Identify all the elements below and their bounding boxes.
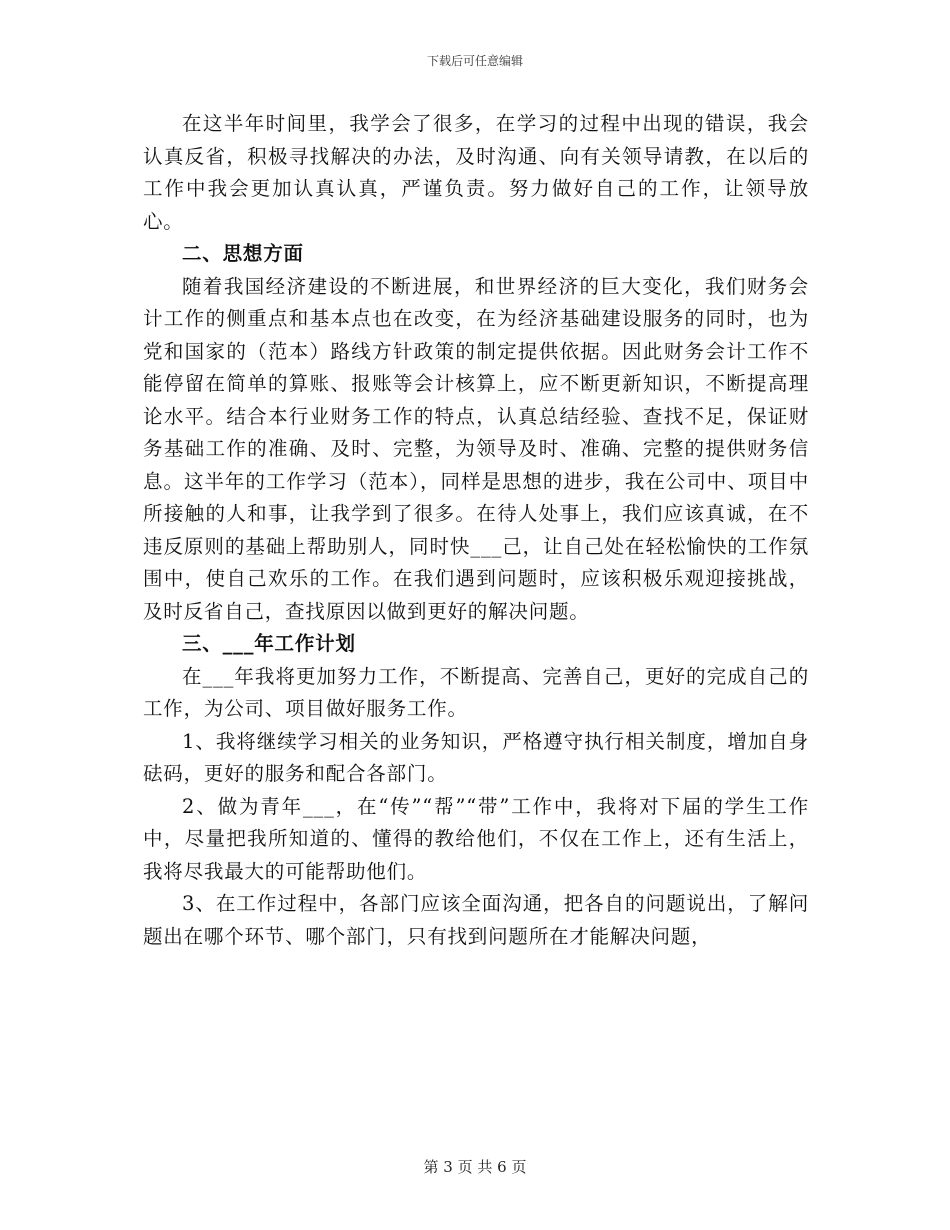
paragraph-plan-item-2: 2、做为青年___，在“传”“帮”“带”工作中，我将对下届的学生工作中，尽量把我所知道的、懂得的教给他们，不仅在工作上，还有生活上，我将尽我最大的可能帮助他们。	[143, 794, 809, 883]
page-header: 下载后可任意编辑	[426, 54, 523, 68]
page-number: 第 3 页 共 6 页	[423, 1158, 527, 1176]
section-heading-thought: 二、思想方面	[182, 242, 304, 265]
paragraph-thought: 随着我国经济建设的不断进展，和世界经济的巨大变化，我们财务会计工作的侧重点和基本点也在改变，在为经济基础建设服务的同时，也为党和国家的（范本）路线方针政策的制定提供依据。因此财务会计工作不能停留在简单的算账、报账等会计核算上，应不断更新知识，不断提高理论水平。结合本行业财务工作的特点，认真总结经验、查找不足，保证财务基础工作的准确、及时、完整，为领导及时、准确、完整的提供财务信息。这半年的工作学习（范本），同样是思想的进步，我在公司中、项目中所接触的人和事，让我学到了很多。在待人处事上，我们应该真诚，在不违反原则的基础上帮助别人，同时快___己，让自己处在轻松愉快的工作氛围中，使自己欢乐的工作。在我们遇到问题时，应该积极乐观迎接挑战，及时反省自己，查找原因以做到更好的解决问题。	[143, 274, 809, 623]
paragraph-summary: 在这半年时间里，我学会了很多，在学习的过程中出现的错误，我会认真反省，积极寻找解决的办法，及时沟通、向有关领导请教，在以后的工作中我会更加认真认真，严谨负责。努力做好自己的工作，让领导放心。	[143, 112, 809, 233]
paragraph-plan-item-1: 1、我将继续学习相关的业务知识，严格遵守执行相关制度，增加自身砝码，更好的服务和配合各部门。	[143, 729, 809, 785]
document-body	[143, 108, 809, 953]
paragraph-plan-item-3: 3、在工作过程中，各部门应该全面沟通，把各自的问题说出，了解问题出在哪个环节、哪个部门，只有找到问题所在才能解决问题，	[143, 892, 809, 948]
paragraph-plan-intro: 在___年我将更加努力工作，不断提高、完善自己，更好的完成自己的工作，为公司、项目做好服务工作。	[143, 664, 809, 720]
section-heading-plan: 三、___年工作计划	[182, 632, 356, 655]
